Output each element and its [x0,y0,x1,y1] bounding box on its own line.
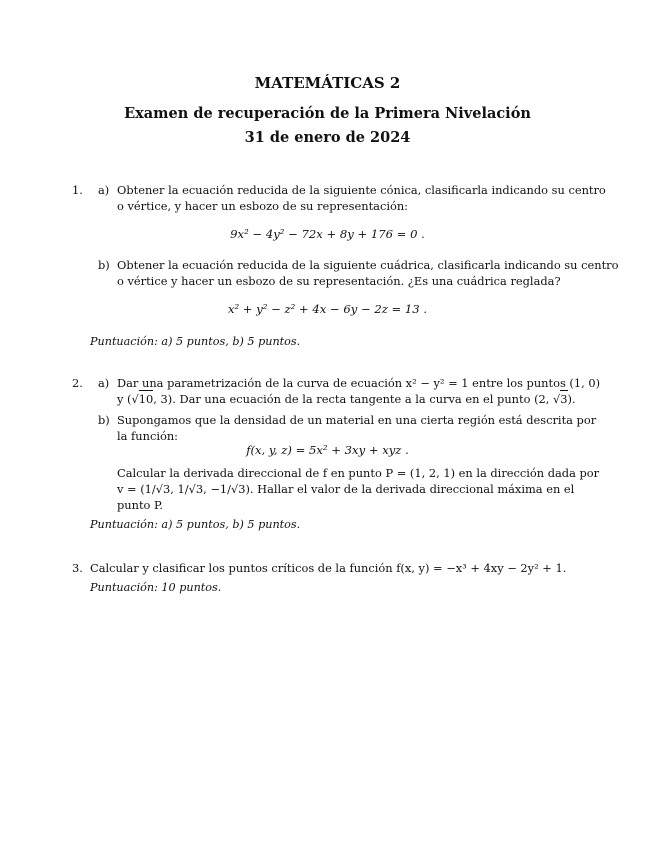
sqrt-3: √3 [553,392,568,406]
question-3-score: Puntuación: 10 puntos. [90,581,222,594]
question-2a-line2-pre: y ( [117,392,132,406]
sqrt-10: √10 [131,392,154,406]
question-2a-line1: Dar una parametrización de la curva de ecuación x² − y² = 1 entre los puntos (1, 0) [117,376,601,390]
question-1a-line1: Obtener la ecuación reducida de la siguiente cónica, clasificarla indicando su centro [117,183,606,197]
question-1b-label: b) [98,258,110,272]
question-2b-line3: Calcular la derivada direccional de f en punto P = (1, 2, 1) en la dirección dada por [117,466,600,480]
question-2a-line2 [117,391,576,407]
question-2b-line1: Supongamos que la densidad de un material en una cierta región está descrita por [117,413,597,427]
question-2b-line4: v = (1/√3, 1/√3, −1/√3). Hallar el valor de la derivada direccional máxima en el [117,482,575,496]
question-1b-line2: o vértice y hacer un esbozo de su representación. ¿Es una cuádrica reglada? [117,274,561,288]
sqrt-3-radicand: 3 [560,392,568,406]
question-2b-label: b) [98,413,110,427]
question-2a-label: a) [98,376,110,390]
sqrt-10-radicand: 10 [138,392,154,406]
question-1b-line1: Obtener la ecuación reducida de la siguiente cuádrica, clasificarla indicando su centro [117,258,619,272]
question-3-number: 3. [72,561,83,575]
question-1a-line2: o vértice, y hacer un esbozo de su representación: [117,199,409,213]
question-2-number: 2. [72,376,83,390]
question-1b-equation: x² + y² − z² + 4x − 6y − 2z = 13 . [227,302,428,316]
question-2b-line2: la función: [117,429,178,443]
question-3-text: Calcular y clasificar los puntos críticos de la función f(x, y) = −x³ + 4xy − 2y² + 1. [90,561,567,575]
question-2-score: Puntuación: a) 5 puntos, b) 5 puntos. [90,518,301,531]
question-1-number: 1. [72,183,83,197]
subject-title: MATEMÁTICAS 2 [254,74,401,92]
exam-title: Examen de recuperación de la Primera Nivelación [124,105,531,122]
question-1-score: Puntuación: a) 5 puntos, b) 5 puntos. [90,335,301,348]
question-2a-line2-end: ). [567,392,576,406]
question-1a-equation: 9x² − 4y² − 72x + 8y + 176 = 0 . [230,227,425,241]
question-2b-equation: f(x, y, z) = 5x² + 3xy + xyz . [246,443,409,457]
exam-date: 31 de enero de 2024 [244,129,411,146]
question-1a-label: a) [98,183,110,197]
question-2a-line2-mid: , 3). Dar una ecuación de la recta tangente a la curva en el punto (2, [153,392,554,406]
question-2b-line5: punto P. [117,498,163,512]
